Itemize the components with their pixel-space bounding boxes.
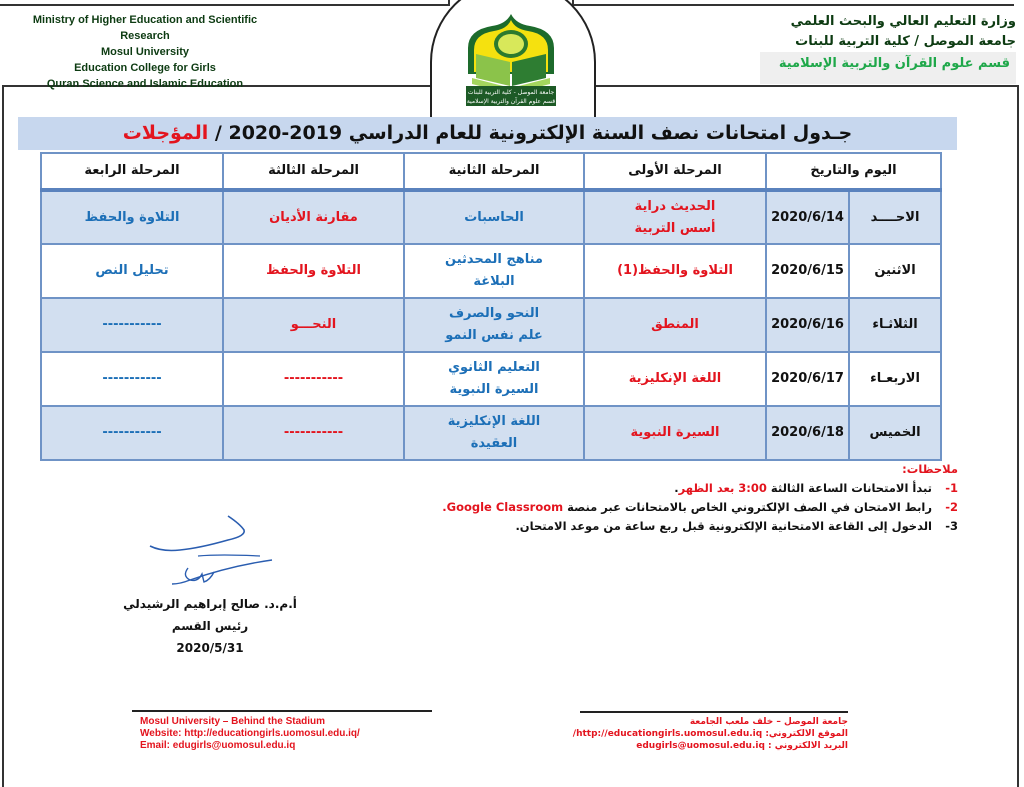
stage-3-cell	[223, 352, 404, 406]
footer-website-en[interactable]: Website: http://educationgirls.uomosul.edu.iq/	[140, 728, 360, 739]
header-stage-4: المرحلة الرابعة	[41, 153, 223, 190]
stage-2-cell	[404, 244, 584, 298]
footer-english	[140, 716, 360, 752]
department-en: Quran Science and Islamic Education	[46, 78, 244, 90]
stage-1-cell	[584, 244, 766, 298]
header-stage-2: المرحلة الثانية	[404, 153, 584, 190]
college-emblem-icon	[462, 14, 560, 106]
footer-arabic	[573, 716, 848, 752]
signer-role: رئيس القسم	[171, 619, 249, 633]
subject: مقارنة الأديان	[269, 209, 358, 225]
logo-caption-1: جامعة الموصل - كلية التربية للبنات	[467, 89, 555, 96]
stage-1-cell	[584, 406, 766, 460]
empty-placeholder: -----------	[283, 425, 344, 440]
day-cell: الاربعـاء	[849, 352, 941, 406]
subject: النحـــو	[290, 317, 337, 332]
stage-2-cell	[404, 352, 584, 406]
subject: النحو والصرف	[448, 306, 540, 321]
subject: مناهج المحدثين	[445, 252, 543, 267]
subject: التلاوة والحفظ(1)	[617, 263, 733, 278]
note-number: 3-	[945, 519, 958, 533]
notes-section	[398, 460, 958, 536]
notes-heading: ملاحظات:	[902, 462, 958, 476]
subject: تحليل النص	[95, 263, 169, 278]
note-suffix: .	[674, 481, 679, 495]
date-cell: 2020/6/14	[766, 190, 849, 244]
stage-3-cell	[223, 190, 404, 244]
note-number: 2-	[945, 500, 958, 514]
table-header-row	[41, 153, 941, 190]
signer-block	[110, 593, 310, 659]
stage-2-cell	[404, 190, 584, 244]
subject: السيرة النبوية	[630, 425, 720, 440]
footer-address-en: Mosul University – Behind the Stadium	[140, 716, 326, 727]
footer-website-ar[interactable]: الموقع الالكتروني: http://educationgirls.uomosul.edu.iq/	[572, 729, 848, 739]
footer-address-ar: جامعة الموصل – خلف ملعب الجامعة	[689, 717, 848, 727]
day-cell: الاثنين	[849, 244, 941, 298]
subject: المنطق	[651, 317, 699, 332]
page-title	[18, 117, 957, 150]
date-cell: 2020/6/16	[766, 298, 849, 352]
table-row	[41, 190, 941, 244]
table-row	[41, 406, 941, 460]
university-en: Mosul University	[100, 46, 190, 58]
header-day-date: اليوم والتاريخ	[766, 153, 941, 190]
logo-caption-2: قسم علوم القرآن والتربية الإسلامية	[466, 98, 556, 105]
stage-1-cell	[584, 352, 766, 406]
signature-date: 2020/5/31	[176, 641, 244, 655]
note-highlight: 3:00 بعد الظهر	[678, 481, 767, 495]
footer-divider-right	[580, 711, 848, 713]
note-text: تبدأ الامتحانات الساعة الثالثة	[766, 481, 932, 495]
note-highlight: Google Classroom	[446, 500, 564, 514]
stage-3-cell	[223, 244, 404, 298]
header-stage-3: المرحلة الثالثة	[223, 153, 404, 190]
college-en: Education College for Girls	[74, 62, 216, 74]
subject: علم نفس النمو	[445, 328, 543, 343]
ministry-ar: وزارة التعليم العالي والبحث العلمي	[790, 14, 1016, 29]
table-row	[41, 352, 941, 406]
note-text: الدخول إلى القاعة الامتحانية الإلكترونية قبل ربع ساعة من موعد الامتحان.	[515, 519, 932, 533]
department-ar: قسم علوم القرآن والتربية الإسلامية	[760, 52, 1016, 84]
subject: التعليم الثانوي	[448, 360, 540, 375]
table-row	[41, 298, 941, 352]
top-left-frame	[0, 0, 450, 6]
stage-3-cell	[223, 298, 404, 352]
stage-2-cell	[404, 298, 584, 352]
empty-placeholder: -----------	[102, 425, 162, 440]
english-header	[10, 12, 280, 92]
subject: اللغة الإنكليزية	[447, 414, 541, 429]
table-row	[41, 244, 941, 298]
stage-1-cell	[584, 190, 766, 244]
footer-email-ar[interactable]: البريد الالكتروني : edugirls@uomosul.edu.iq	[636, 741, 848, 751]
university-college-ar: جامعة الموصل / كلية التربية للبنات	[795, 34, 1016, 49]
empty-placeholder: -----------	[102, 371, 162, 386]
title-accent: المؤجلات	[122, 122, 209, 144]
ministry-en: Ministry of Higher Education and Scientific Research	[32, 14, 258, 42]
date-cell: 2020/6/15	[766, 244, 849, 298]
note-text: رابط الامتحان في الصف الإلكتروني الخاص بالامتحانات عبر منصة	[563, 500, 932, 514]
title-main: جـدول امتحانات نصف السنة الإلكترونية للعام الدراسي 2019-2020 /	[208, 122, 853, 144]
stage-4-cell	[41, 190, 223, 244]
stage-4-cell	[41, 298, 223, 352]
stage-3-cell	[223, 406, 404, 460]
note-item	[398, 517, 958, 536]
top-right-frame	[572, 0, 1014, 6]
footer-divider-left	[132, 710, 432, 712]
subject: البلاغة	[473, 274, 515, 289]
subject: الحاسبات	[464, 209, 524, 225]
stage-4-cell	[41, 244, 223, 298]
note-number: 1-	[945, 481, 958, 495]
arabic-header	[756, 12, 1016, 84]
subject: التلاوة والحفظ	[266, 263, 361, 278]
subject: الحديث دراية	[634, 198, 716, 214]
day-cell: الاحــــد	[849, 190, 941, 244]
subject: العقيدة	[470, 436, 518, 451]
date-cell: 2020/6/17	[766, 352, 849, 406]
note-item	[398, 479, 958, 498]
handwritten-signature-icon	[110, 510, 330, 590]
note-suffix: .	[442, 500, 447, 514]
day-cell: الثلاثـاء	[849, 298, 941, 352]
day-cell: الخميس	[849, 406, 941, 460]
stage-4-cell	[41, 406, 223, 460]
subject: اللغة الإنكليزية	[628, 371, 722, 386]
stage-1-cell	[584, 298, 766, 352]
exam-schedule-table	[40, 152, 942, 461]
header-stage-1: المرحلة الأولى	[584, 153, 766, 190]
footer-email-en[interactable]: Email: edugirls@uomosul.edu.iq	[140, 740, 296, 751]
date-cell: 2020/6/18	[766, 406, 849, 460]
subject: السيرة النبوية	[449, 382, 539, 397]
stage-4-cell	[41, 352, 223, 406]
note-item	[398, 498, 958, 517]
empty-placeholder: -----------	[102, 317, 162, 332]
stage-2-cell	[404, 406, 584, 460]
subject: أسس التربية	[634, 220, 716, 236]
signer-name: أ.م.د. صالح إبراهيم الرشيدلي	[123, 597, 297, 611]
empty-placeholder: -----------	[283, 371, 344, 386]
subject: التلاوة والحفظ	[84, 209, 180, 225]
